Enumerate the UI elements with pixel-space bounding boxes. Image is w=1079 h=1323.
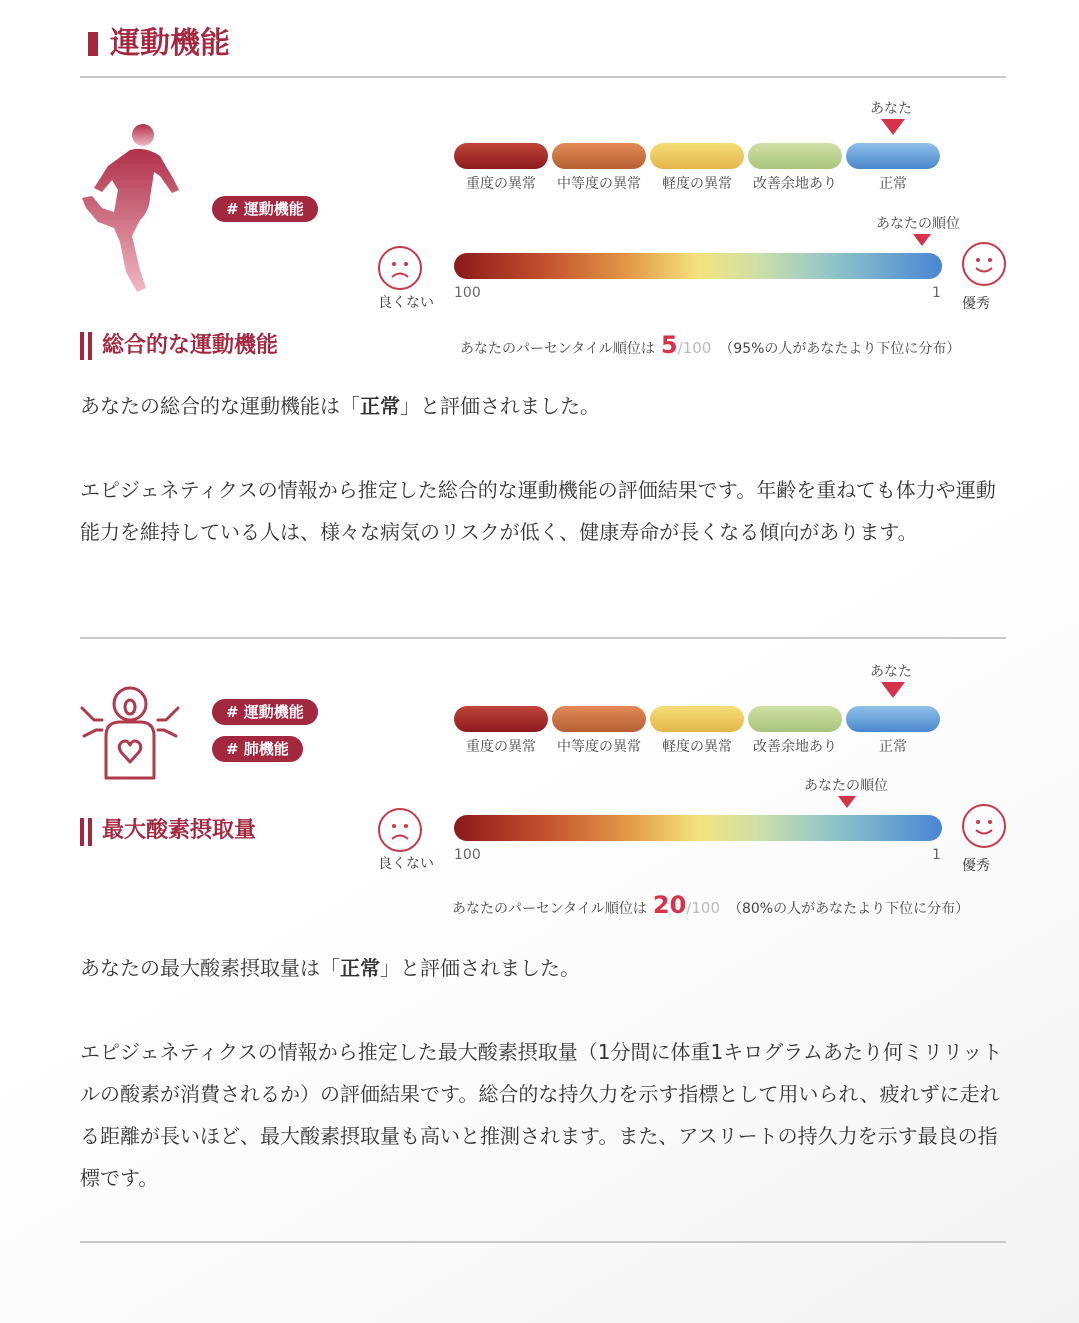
tick-max: 1 bbox=[932, 847, 941, 863]
you-marker bbox=[881, 682, 905, 698]
scale-label: 軽度の異常 bbox=[662, 176, 732, 192]
percentile-value: 5 bbox=[660, 331, 678, 359]
scale-label: 中等度の異常 bbox=[557, 176, 641, 192]
bad-label: 良くない bbox=[378, 856, 434, 872]
breathing-lungs-icon bbox=[80, 682, 180, 782]
scale-segment-mild bbox=[650, 706, 744, 732]
section-subtitle: 総合的な運動機能 bbox=[102, 333, 279, 358]
percentile-line bbox=[460, 329, 960, 365]
scale-segment-moderate bbox=[552, 143, 646, 169]
rank-label: あなたの順位 bbox=[876, 216, 960, 232]
section-subtitle: 最大酸素摂取量 bbox=[102, 818, 257, 843]
tick-min: 100 bbox=[454, 285, 481, 301]
result-prefix: あなたの総合的な運動機能は「 bbox=[80, 394, 360, 418]
page-title-mark bbox=[88, 32, 98, 56]
tag-motor-function[interactable]: # 運動機能 bbox=[212, 699, 318, 725]
rank-marker bbox=[913, 234, 931, 246]
result-prefix: あなたの最大酸素摂取量は「 bbox=[80, 956, 340, 980]
percentile-prefix: あなたのパーセンタイル順位は bbox=[452, 901, 647, 917]
scale-segment-severe bbox=[454, 706, 548, 732]
result-suffix: 」と評価されました。 bbox=[380, 956, 580, 980]
sad-face-icon bbox=[378, 246, 422, 290]
you-label: あなた bbox=[870, 101, 912, 117]
you-marker bbox=[881, 119, 905, 135]
result-text bbox=[80, 947, 1010, 989]
tag-lung-function[interactable]: # 肺機能 bbox=[212, 736, 303, 762]
runner-icon bbox=[80, 120, 180, 296]
percentile-denominator: /100 bbox=[686, 899, 720, 917]
scale-segment-normal bbox=[846, 143, 940, 169]
scale-label: 重度の異常 bbox=[466, 176, 536, 192]
percentile-value: 20 bbox=[652, 891, 687, 919]
subtitle-mark bbox=[88, 818, 92, 846]
divider bbox=[80, 76, 1006, 78]
scale-segment-moderate bbox=[552, 706, 646, 732]
smile-face-icon bbox=[962, 242, 1006, 286]
good-label: 優秀 bbox=[962, 858, 990, 874]
scale-segment-severe bbox=[454, 143, 548, 169]
scale-label: 改善余地あり bbox=[753, 739, 837, 755]
tag-motor-function[interactable]: # 運動機能 bbox=[212, 196, 318, 222]
percentile-note: （95%の人があなたより下位に分布） bbox=[719, 341, 961, 357]
section-description: エピジェネティクスの情報から推定した総合的な運動機能の評価結果です。年齢を重ねても体力や運動能力を維持している人は、様々な病気のリスクが低く、健康寿命が長くなる傾向があります。 bbox=[80, 478, 996, 544]
you-label: あなた bbox=[870, 664, 912, 680]
scale-label: 中等度の異常 bbox=[557, 739, 641, 755]
bad-label: 良くない bbox=[378, 295, 434, 311]
scale-label: 改善余地あり bbox=[753, 176, 837, 192]
scale-segment-normal bbox=[846, 706, 940, 732]
section-description: エピジェネティクスの情報から推定した最大酸素摂取量（1分間に体重1キログラムあたり何ミリリットルの酸素が消費されるか）の評価結果です。総合的な持久力を示す指標として用いられ、疲れずに走れる距離が長いほど、最大酸素摂取量も高いと推測されます。また、アスリートの持久力を示す最良の指標です。 bbox=[80, 1040, 1003, 1190]
smile-face-icon bbox=[962, 804, 1006, 848]
percentile-bar bbox=[454, 815, 942, 841]
scale-segment-mild bbox=[650, 143, 744, 169]
scale-label: 正常 bbox=[879, 176, 907, 192]
result-value: 正常 bbox=[360, 394, 400, 418]
rank-label: あなたの順位 bbox=[804, 778, 888, 794]
percentile-line bbox=[452, 889, 969, 925]
result-suffix: 」と評価されました。 bbox=[400, 394, 600, 418]
result-value: 正常 bbox=[340, 956, 380, 980]
page-title: 運動機能 bbox=[110, 26, 230, 61]
percentile-denominator: /100 bbox=[677, 339, 712, 357]
tick-max: 1 bbox=[932, 285, 941, 301]
result-text bbox=[80, 385, 1010, 427]
scale-label: 重度の異常 bbox=[466, 739, 536, 755]
rank-marker bbox=[838, 796, 856, 808]
scale-segment-improvable bbox=[748, 706, 842, 732]
percentile-note: （80%の人があなたより下位に分布） bbox=[727, 901, 970, 917]
subtitle-mark bbox=[80, 818, 84, 846]
sad-face-icon bbox=[378, 808, 422, 852]
tick-min: 100 bbox=[454, 847, 481, 863]
good-label: 優秀 bbox=[962, 296, 990, 312]
subtitle-mark bbox=[88, 332, 92, 360]
percentile-prefix: あなたのパーセンタイル順位は bbox=[460, 341, 655, 357]
subtitle-mark bbox=[80, 332, 84, 360]
scale-segment-improvable bbox=[748, 143, 842, 169]
divider bbox=[80, 637, 1006, 639]
divider bbox=[80, 1241, 1006, 1243]
percentile-bar bbox=[454, 253, 942, 279]
scale-label: 正常 bbox=[879, 739, 907, 755]
scale-label: 軽度の異常 bbox=[662, 739, 732, 755]
